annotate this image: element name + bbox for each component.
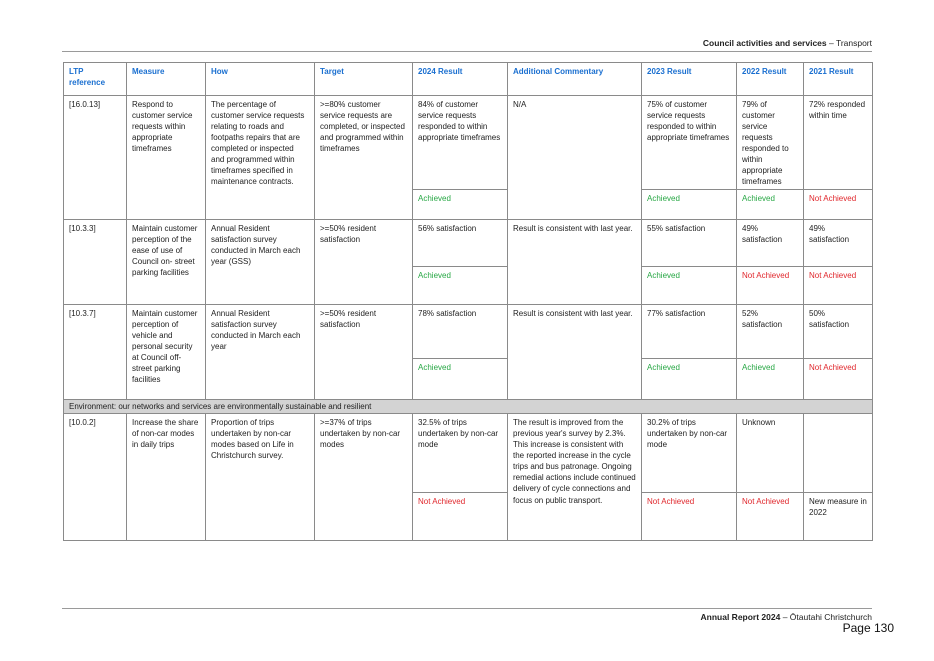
section-row: [64, 400, 873, 414]
section-label: Environment: our networks and services are environmentally sustainable and resilient: [64, 400, 873, 414]
result-2023: 30.2% of trips undertaken by non-car mode: [642, 414, 737, 493]
col-2021-result: 2021 Result: [804, 63, 873, 96]
status-badge: Achieved: [642, 190, 737, 220]
table-header-row: [64, 63, 873, 96]
col-measure: Measure: [127, 63, 206, 96]
header-subsection: Transport: [835, 38, 872, 48]
footer-subtitle: Ōtautahi Christchurch: [789, 612, 872, 622]
result-2024: 32.5% of trips undertaken by non-car mode: [413, 414, 508, 493]
ltp-reference: [16.0.13]: [64, 96, 127, 220]
status-badge: Not Achieved: [737, 493, 804, 541]
target: >=80% customer service requests are completed, or inspected and programmed within timeframes: [315, 96, 413, 220]
col-target: Target: [315, 63, 413, 96]
status-badge: Not Achieved: [804, 190, 873, 220]
col-2024-result: 2024 Result: [413, 63, 508, 96]
result-2023: 77% satisfaction: [642, 305, 737, 359]
col-ltp-reference: LTP reference: [64, 63, 127, 96]
how: The percentage of customer service requests relating to roads and footpaths repairs that are completed or inspected and programmed within timeframes specified in maintenance contracts.: [206, 96, 315, 220]
result-2021: 49% satisfaction: [804, 220, 873, 267]
table-row: [64, 414, 873, 493]
status-badge: Not Achieved: [642, 493, 737, 541]
page-footer: Annual Report 2024 – Ōtautahi Christchurch: [700, 612, 872, 622]
how: Proportion of trips undertaken by non-car modes based on Life in Christchurch survey.: [206, 414, 315, 541]
result-2022: Unknown: [737, 414, 804, 493]
col-2023-result: 2023 Result: [642, 63, 737, 96]
page-number: Page 130: [842, 621, 894, 635]
result-2021: 50% satisfaction: [804, 305, 873, 359]
target: >=50% resident satisfaction: [315, 220, 413, 305]
measure: Maintain customer perception of vehicle and personal security at Council off-street parking facilities: [127, 305, 206, 400]
result-2023: 75% of customer service requests responded to within appropriate timeframes: [642, 96, 737, 190]
result-2023: 55% satisfaction: [642, 220, 737, 267]
status-badge: Not Achieved: [804, 359, 873, 400]
how: Annual Resident satisfaction survey conducted in March each year (GSS): [206, 220, 315, 305]
status-badge: Not Achieved: [413, 493, 508, 541]
status-badge: Achieved: [737, 359, 804, 400]
result-2024: 56% satisfaction: [413, 220, 508, 267]
status-badge: Not Achieved: [737, 267, 804, 305]
measure: Respond to customer service requests within appropriate timeframes: [127, 96, 206, 220]
measure: Maintain customer perception of the ease of use of Council on- street parking facilities: [127, 220, 206, 305]
result-2021: [804, 414, 873, 493]
commentary: The result is improved from the previous year's survey by 2.3%. This increase is consistent with the reported increase in the cycle trips and bus patronage. Ongoing remedial actions include continued delivery of cycle connections and focus on public transport.: [508, 414, 642, 541]
result-2024: 78% satisfaction: [413, 305, 508, 359]
result-2024: 84% of customer service requests responded to within appropriate timeframes: [413, 96, 508, 190]
page-header: Council activities and services – Transport: [702, 38, 872, 48]
table-row: [64, 305, 873, 359]
target: >=37% of trips undertaken by non-car modes: [315, 414, 413, 541]
status-badge: Achieved: [642, 267, 737, 305]
header-section: Council activities and services: [702, 38, 827, 48]
ltp-reference: [10.3.3]: [64, 220, 127, 305]
header-divider: [62, 51, 872, 52]
status-badge: New measure in 2022: [804, 493, 873, 541]
footer-title: Annual Report 2024: [700, 612, 781, 622]
measure: Increase the share of non-car modes in daily trips: [127, 414, 206, 541]
col-how: How: [206, 63, 315, 96]
status-badge: Achieved: [642, 359, 737, 400]
col-additional-commentary: Additional Commentary: [508, 63, 642, 96]
table-row: [64, 96, 873, 190]
table-row: [64, 220, 873, 267]
how: Annual Resident satisfaction survey conducted in March each year: [206, 305, 315, 400]
result-2021: 72% responded within time: [804, 96, 873, 190]
status-badge: Achieved: [737, 190, 804, 220]
status-badge: Achieved: [413, 190, 508, 220]
col-2022-result: 2022 Result: [737, 63, 804, 96]
target: >=50% resident satisfaction: [315, 305, 413, 400]
ltp-reference: [10.0.2]: [64, 414, 127, 541]
status-badge: Not Achieved: [804, 267, 873, 305]
commentary: Result is consistent with last year.: [508, 220, 642, 305]
status-badge: Achieved: [413, 267, 508, 305]
commentary: Result is consistent with last year.: [508, 305, 642, 400]
result-2022: 52% satisfaction: [737, 305, 804, 359]
ltp-reference: [10.3.7]: [64, 305, 127, 400]
footer-divider: [62, 608, 872, 609]
result-2022: 79% of customer service requests responded to within appropriate timeframes: [737, 96, 804, 190]
result-2022: 49% satisfaction: [737, 220, 804, 267]
commentary: N/A: [508, 96, 642, 220]
status-badge: Achieved: [413, 359, 508, 400]
performance-measures-table: [63, 62, 873, 541]
